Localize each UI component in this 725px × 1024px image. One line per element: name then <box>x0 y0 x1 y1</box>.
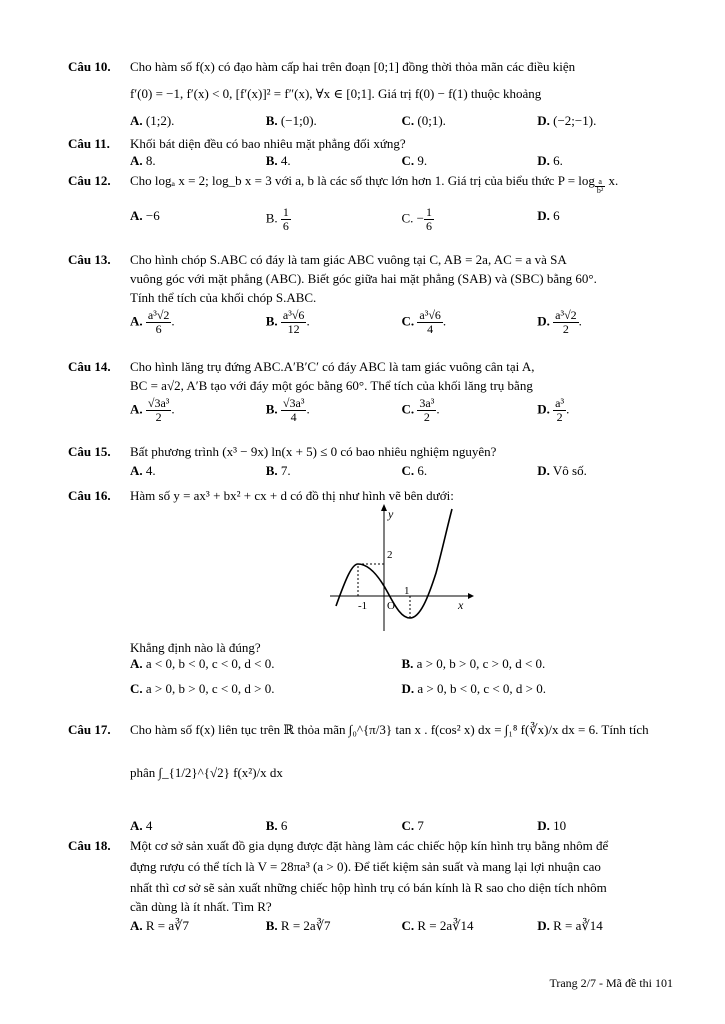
question-14 <box>68 357 673 424</box>
option-d[interactable]: D. (−2;−1). <box>537 113 597 128</box>
question-number: Câu 12. <box>68 173 111 188</box>
question-number: Câu 16. <box>68 488 111 503</box>
question-stem: Hàm số y = ax³ + bx² + cx + d có đồ thị như hình vẽ bên dưới: <box>130 488 454 503</box>
answer-options <box>130 151 673 170</box>
option-d[interactable]: D. a > 0, b < 0, c < 0, d > 0. <box>401 681 547 696</box>
option-a[interactable]: A. a < 0, b < 0, c < 0, d < 0. <box>130 656 275 671</box>
question-stem: Cho logₐ x = 2; log_b x = 3 với a, b là các số thực lớn hơn 1. Giá trị của biểu thức P = log $_{\frac{a}{\text{b²}}}$ x. <box>130 173 619 196</box>
question-stem-line3: Tính thể tích của khối chóp S.ABC. <box>130 290 317 305</box>
page-footer: Trang 2/7 - Mã đề thi 101 <box>549 976 673 990</box>
option-b[interactable]: B. a > 0, b > 0, c > 0, d < 0. <box>401 656 546 671</box>
question-number: Câu 10. <box>68 59 111 74</box>
option-c[interactable]: C. (0;1). <box>401 113 446 128</box>
stem-text: Cho logₐ x = 2; log_b x = 3 với a, b là các số thực lớn hơn 1. Giá trị của biểu thức P = log <box>130 173 595 188</box>
option-d[interactable]: D. $\frac{\text{a³√2}}{2}$ . <box>537 308 582 336</box>
tick-label-minus1: -1 <box>358 600 368 612</box>
question-stem-line2: f′(0) = −1, f′(x) < 0, [f′(x)]² = f″(x), ∀x ∈ [0;1]. Giá trị f(0) − f(1) thuộc khoảng <box>130 86 542 101</box>
option-c[interactable]: C. 6. <box>401 463 428 478</box>
question-number: Câu 14. <box>68 359 111 374</box>
option-a[interactable]: A. 4. <box>130 463 156 478</box>
question-stem: Cho hình chóp S.ABC có đáy là tam giác ABC vuông tại C, AB = 2a, AC = a và SA <box>130 252 567 267</box>
y-axis-arrow-icon <box>381 504 387 511</box>
question-11 <box>68 134 673 170</box>
question-stem-line4: cần dùng là ít nhất. Tìm R? <box>130 899 272 914</box>
question-stem-line2: BC = a√2, A′B tạo với đáy một góc bằng 60°. Thể tích của khối lăng trụ bằng <box>130 378 533 393</box>
question-stem: Khối bát diện đều có bao nhiêu mặt phẳng đối xứng? <box>130 136 406 151</box>
question-number: Câu 17. <box>68 722 111 737</box>
answer-options <box>130 111 673 130</box>
option-c[interactable]: C. a > 0, b > 0, c < 0, d > 0. <box>130 681 275 696</box>
question-number: Câu 13. <box>68 252 111 267</box>
tick-label-2: 2 <box>387 549 393 561</box>
option-a[interactable]: A. 4 <box>130 818 153 833</box>
option-a[interactable]: A. $\frac{\text{√3a³}}{2}$ . <box>130 396 175 424</box>
cubic-graph <box>328 503 475 633</box>
answer-options <box>130 916 673 935</box>
answer-options <box>130 206 673 233</box>
question-18 <box>68 836 673 935</box>
question-stem-line2: phân ∫_{1/2}^{√2} f(x²)/x dx <box>130 765 283 780</box>
option-c[interactable]: C. $\frac{\text{3a³}}{2}$ . <box>401 396 440 424</box>
question-number: Câu 11. <box>68 136 110 151</box>
option-b[interactable]: B. 7. <box>265 463 291 478</box>
option-b[interactable]: B. R = 2a∛7 <box>265 918 331 933</box>
answer-options-row1 <box>130 654 673 673</box>
option-c[interactable]: C. $\frac{\text{a³√6}}{4}$ . <box>401 308 447 336</box>
option-c[interactable]: C. 9. <box>401 153 428 168</box>
option-d[interactable]: D. 6. <box>537 153 563 168</box>
question-15 <box>68 442 673 480</box>
option-b[interactable]: B. 6 <box>265 818 288 833</box>
question-13 <box>68 250 673 336</box>
option-c[interactable]: C. R = 2a∛14 <box>401 918 474 933</box>
x-axis-arrow-icon <box>468 593 474 599</box>
origin-label: O <box>387 600 395 612</box>
option-c[interactable]: C. − $\frac{1}{6}$ <box>401 204 433 233</box>
option-b[interactable]: B. 4. <box>265 153 291 168</box>
question-17 <box>68 720 673 835</box>
option-b[interactable]: B. $\frac{1}{6}$ <box>265 204 289 233</box>
answer-options-row2 <box>130 679 673 698</box>
question-stem: Cho hình lăng trụ đứng ABC.A′B′C′ có đáy ABC là tam giác vuông cân tại A, <box>130 359 535 374</box>
question-16-choices <box>68 638 673 698</box>
question-stem-line2: vuông góc với mặt phẳng (ABC). Biết góc giữa hai mặt phẳng (SAB) và (SBC) bằng 60°. <box>130 271 597 286</box>
question-stem: Bất phương trình (x³ − 9x) ln(x + 5) ≤ 0 có bao nhiêu nghiệm nguyên? <box>130 444 497 459</box>
option-d[interactable]: D. 10 <box>537 818 567 833</box>
option-b[interactable]: B. (−1;0). <box>265 113 317 128</box>
question-number: Câu 18. <box>68 838 111 853</box>
option-d[interactable]: D. R = a∛14 <box>537 918 603 933</box>
option-c[interactable]: C. 7 <box>401 818 424 833</box>
option-a[interactable]: A. 8. <box>130 153 156 168</box>
option-a[interactable]: A. −6 <box>130 207 160 223</box>
option-a[interactable]: A. $\frac{\text{a³√2}}{6}$ . <box>130 308 175 336</box>
option-d[interactable]: D. Vô số. <box>537 463 587 478</box>
option-d[interactable]: D. 6 <box>537 207 560 223</box>
answer-options <box>130 816 673 835</box>
question-12 <box>68 171 673 233</box>
question-stem: Cho hàm số f(x) có đạo hàm cấp hai trên đoạn [0;1] đồng thời thỏa mãn các điều kiện <box>130 59 576 74</box>
question-10 <box>68 57 673 130</box>
tick-label-1: 1 <box>404 585 410 597</box>
y-label: y <box>388 507 394 521</box>
answer-options <box>130 397 673 424</box>
question-number: Câu 15. <box>68 444 111 459</box>
question-stem: Cho hàm số f(x) liên tục trên ℝ thỏa mãn ∫₀^{π/3} tan x . f(cos² x) dx = ∫₁⁸ f(∛x)/x dx = 6. Tính tích <box>130 722 649 737</box>
option-a[interactable]: A. R = a∛7 <box>130 918 189 933</box>
x-label: x <box>458 598 464 612</box>
question-prompt: Khẳng định nào là đúng? <box>130 640 261 655</box>
question-stem: Một cơ sở sản xuất đồ gia dụng được đặt hàng làm các chiếc hộp kín hình trụ bằng nhôm để <box>130 838 609 853</box>
option-d[interactable]: D. $\frac{\text{a³}}{2}$ . <box>537 396 570 424</box>
option-b[interactable]: B. $\frac{\text{a³√6}}{12}$ . <box>265 308 310 336</box>
option-a[interactable]: A. (1;2). <box>130 113 175 128</box>
question-stem-line3: nhất thì cơ sở sẽ sản xuất những chiếc hộp hình trụ có bán kính là R sao cho diện tích nhôm <box>130 880 607 895</box>
answer-options <box>130 309 673 336</box>
answer-options <box>130 461 673 480</box>
option-b[interactable]: B. $\frac{\text{√3a³}}{4}$ . <box>265 396 310 424</box>
question-stem-line2: đựng rượu có thể tích là V = 28πa³ (a > 0). Để tiết kiệm sản suất và mang lại lợi nhuận cao <box>130 859 601 874</box>
